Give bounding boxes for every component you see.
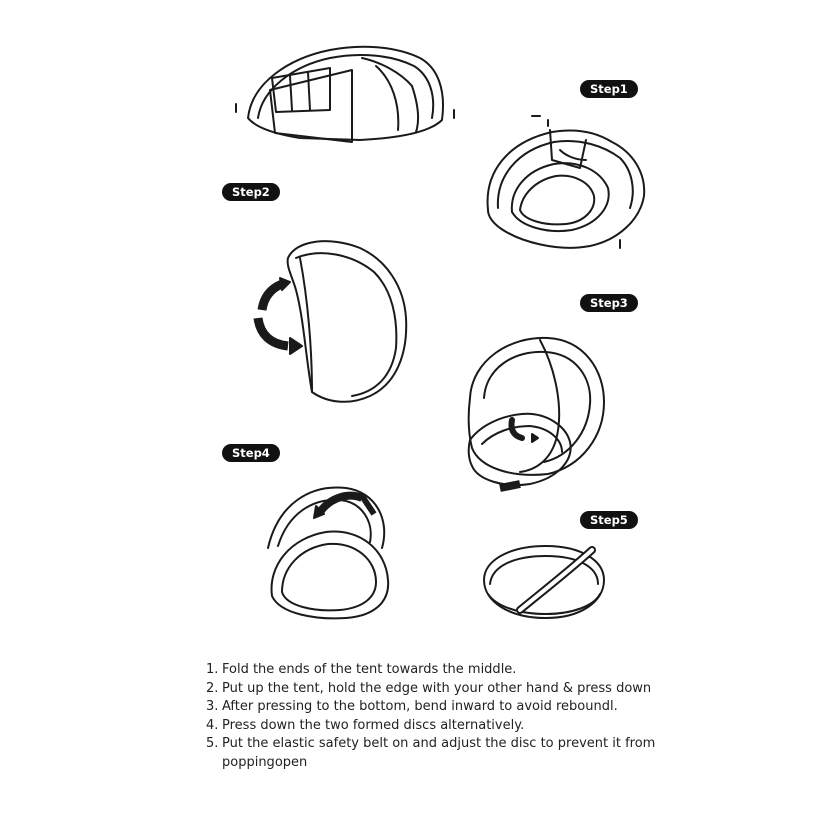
pitched-tent-illustration — [236, 47, 454, 142]
instruction-list — [206, 661, 676, 773]
step2-illustration — [258, 241, 406, 402]
instruction-number: 1. — [206, 662, 219, 677]
instruction-number: 3. — [206, 699, 219, 715]
instruction-number: 5. — [206, 736, 219, 752]
instruction-number: 4. — [206, 717, 219, 733]
step5-label: Step5 — [580, 511, 638, 529]
step2-label: Step2 — [222, 183, 280, 201]
instruction-text: Put up the tent, hold the edge with your other hand & press down — [222, 680, 652, 696]
step4-illustration — [268, 488, 388, 619]
step1-label: Step1 — [580, 80, 638, 98]
instruction-text: Press down the two formed discs alternatively. — [222, 717, 525, 733]
instruction-item — [206, 661, 676, 680]
instruction-item — [206, 717, 676, 736]
step1-illustration — [488, 116, 645, 248]
instruction-text: Fold the ends of the tent towards the middle. — [222, 662, 517, 677]
step3-illustration — [469, 338, 604, 488]
step5-illustration — [484, 546, 604, 618]
step4-label: Step4 — [222, 444, 280, 462]
instruction-number: 2. — [206, 680, 219, 696]
instruction-text: After pressing to the bottom, bend inward to avoid reboundl. — [222, 699, 618, 715]
step3-label: Step3 — [580, 294, 638, 312]
instruction-text: Put the elastic safety belt on and adjust the disc to prevent it from poppingopen — [222, 736, 656, 770]
instruction-item — [206, 735, 676, 772]
instruction-item — [206, 680, 676, 699]
instruction-item — [206, 698, 676, 717]
